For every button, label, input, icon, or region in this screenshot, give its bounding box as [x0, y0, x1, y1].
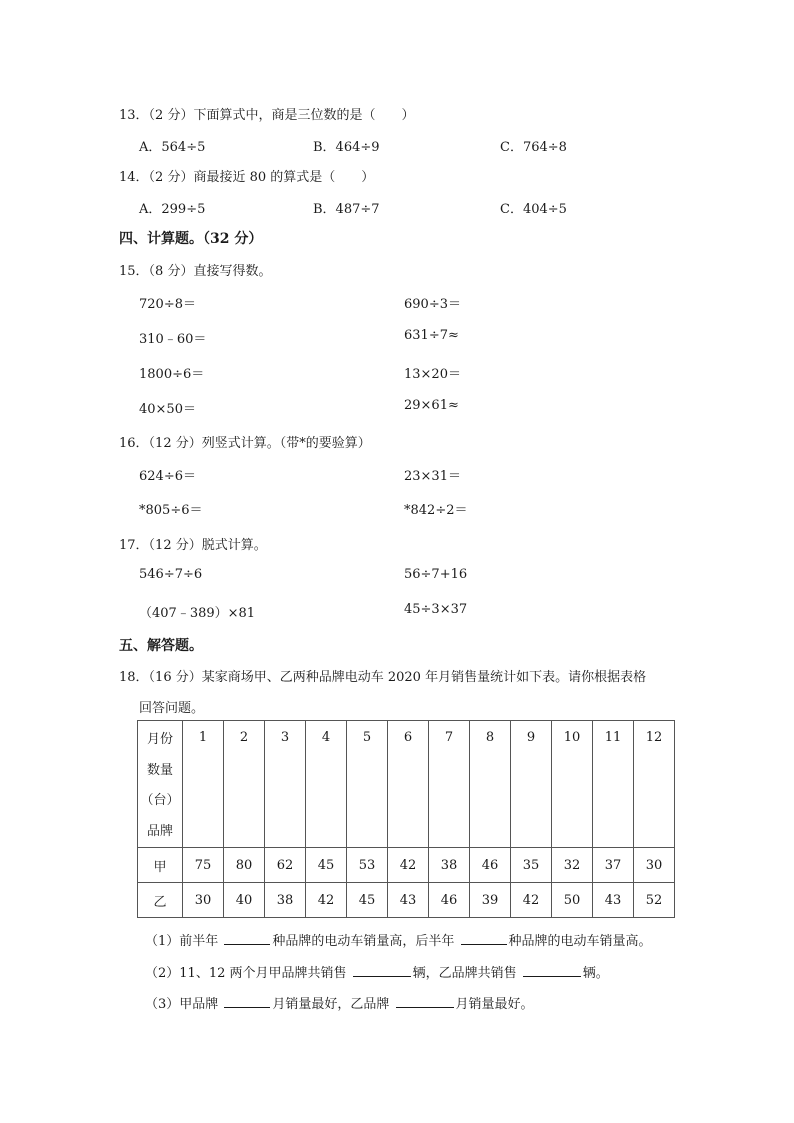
section-5-title: 五、解答题。 [119, 638, 203, 654]
value-cell: 43 [388, 883, 429, 918]
q18-subquestion-2 [145, 962, 609, 981]
month-cell: 4 [306, 721, 347, 848]
q15-item: 29×61≈ [404, 398, 459, 413]
value-cell: 62 [265, 848, 306, 883]
value-cell: 46 [470, 848, 511, 883]
answer-blank[interactable] [353, 964, 411, 977]
q17-item: 56÷7+16 [404, 567, 468, 582]
q17-item: 546÷7÷6 [139, 567, 203, 582]
header-line: 品牌 [146, 823, 173, 839]
sub2-text-b: 辆，乙品牌共销售 [412, 966, 521, 981]
sub3-text-c: 月销量最好。 [455, 997, 534, 1012]
answer-blank[interactable] [224, 932, 270, 945]
table-row-brand-jia [138, 848, 675, 883]
table-header-row [138, 721, 675, 848]
value-cell: 45 [306, 848, 347, 883]
answer-blank[interactable] [224, 995, 270, 1008]
sub2-text-a: （2）11、12 两个月甲品牌共销售 [145, 966, 351, 981]
sub1-text-c: 种品牌的电动车销量高。 [508, 934, 652, 949]
section-4-title: 四、计算题。（32 分） [119, 231, 263, 247]
q14-option-c: C．404÷5 [500, 202, 567, 217]
question-18-stem: 18．（16 分）某家商场甲、乙两种品牌电动车 2020 年月销售量统计如下表。请你根据表格 [119, 670, 647, 685]
value-cell: 32 [552, 848, 593, 883]
value-cell: 52 [634, 883, 675, 918]
month-cell: 5 [347, 721, 388, 848]
answer-blank[interactable] [396, 995, 454, 1008]
value-cell: 53 [347, 848, 388, 883]
sub2-text-c: 辆。 [582, 966, 609, 981]
q13-option-b: B．464÷9 [313, 140, 380, 155]
question-14-stem: 14．（2 分）商最接近 80 的算式是（ ） [119, 170, 375, 185]
answer-blank[interactable] [523, 964, 581, 977]
question-13-stem: 13．（2 分）下面算式中，商是三位数的是（ ） [119, 108, 415, 123]
month-cell: 8 [470, 721, 511, 848]
value-cell: 30 [634, 848, 675, 883]
sub1-text-a: （1）前半年 [145, 934, 223, 949]
sales-table [137, 720, 675, 918]
value-cell: 50 [552, 883, 593, 918]
month-cell: 2 [224, 721, 265, 848]
q17-item: （407﹣389）×81 [139, 606, 256, 621]
value-cell: 43 [593, 883, 634, 918]
month-cell: 12 [634, 721, 675, 848]
value-cell: 37 [593, 848, 634, 883]
q16-item: 624÷6＝ [139, 469, 196, 484]
value-cell: 75 [183, 848, 224, 883]
value-cell: 40 [224, 883, 265, 918]
month-cell: 3 [265, 721, 306, 848]
table-row-brand-yi [138, 883, 675, 918]
header-line: 数量 [146, 762, 173, 778]
month-cell: 6 [388, 721, 429, 848]
q16-item: *805÷6＝ [139, 503, 203, 518]
sub3-text-b: 月销量最好，乙品牌 [272, 997, 394, 1012]
q18-subquestion-3 [145, 993, 534, 1012]
q15-item: 690÷3＝ [404, 297, 461, 312]
q17-item: 45÷3×37 [404, 602, 468, 617]
value-cell: 38 [429, 848, 470, 883]
q13-option-a: A．564÷5 [139, 140, 206, 155]
brand-cell: 甲 [138, 848, 183, 883]
q14-option-b: B．487÷7 [313, 202, 380, 217]
value-cell: 30 [183, 883, 224, 918]
q15-item: 631÷7≈ [404, 328, 459, 343]
value-cell: 46 [429, 883, 470, 918]
month-cell: 7 [429, 721, 470, 848]
month-cell: 10 [552, 721, 593, 848]
value-cell: 42 [511, 883, 552, 918]
q15-item: 13×20＝ [404, 367, 461, 382]
question-17-stem: 17．（12 分）脱式计算。 [119, 538, 267, 553]
brand-cell: 乙 [138, 883, 183, 918]
header-line: 月份 [146, 732, 173, 747]
q16-item: *842÷2＝ [404, 503, 468, 518]
q15-item: 40×50＝ [139, 402, 196, 417]
q15-item: 310﹣60＝ [139, 332, 207, 347]
q15-item: 720÷8＝ [139, 297, 196, 312]
diagonal-header-cell [138, 721, 183, 848]
answer-blank[interactable] [461, 932, 507, 945]
value-cell: 45 [347, 883, 388, 918]
month-cell: 11 [593, 721, 634, 848]
sub3-text-a: （3）甲品牌 [145, 997, 223, 1012]
q18-subquestion-1 [145, 930, 652, 949]
month-cell: 9 [511, 721, 552, 848]
q13-option-c: C．764÷8 [500, 140, 567, 155]
question-15-stem: 15．（8 分）直接写得数。 [119, 264, 272, 279]
q16-item: 23×31＝ [404, 469, 461, 484]
q15-item: 1800÷6＝ [139, 367, 205, 382]
sub1-text-b: 种品牌的电动车销量高，后半年 [272, 934, 459, 949]
value-cell: 80 [224, 848, 265, 883]
value-cell: 42 [388, 848, 429, 883]
value-cell: 39 [470, 883, 511, 918]
value-cell: 42 [306, 883, 347, 918]
value-cell: 35 [511, 848, 552, 883]
question-16-stem: 16．（12 分）列竖式计算。（带*的要验算） [119, 436, 371, 451]
month-cell: 1 [183, 721, 224, 848]
header-line: （台） [140, 793, 180, 808]
question-18-stem-continued: 回答问题。 [139, 701, 205, 716]
q14-option-a: A．299÷5 [139, 202, 206, 217]
value-cell: 38 [265, 883, 306, 918]
